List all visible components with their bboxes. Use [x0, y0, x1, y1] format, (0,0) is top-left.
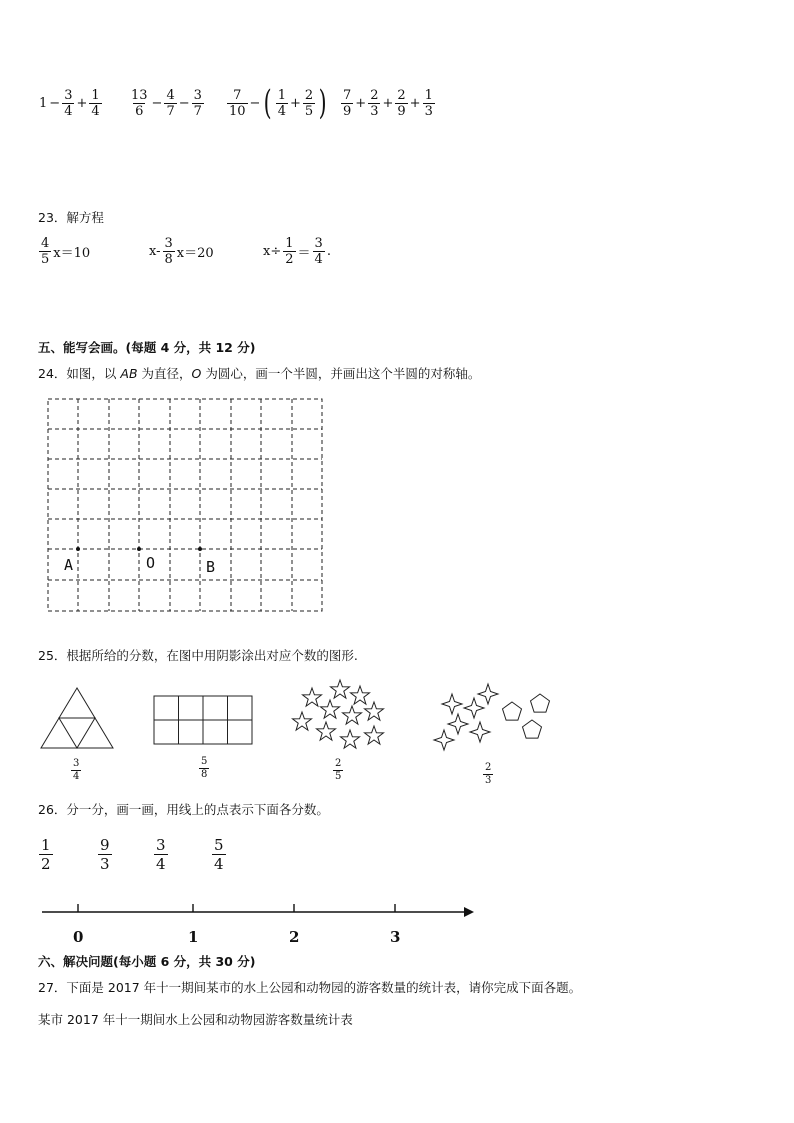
tick-label: 3: [390, 928, 401, 946]
four-point-stars-and-pentagons-figure: [432, 682, 556, 754]
operator: −: [178, 96, 190, 111]
expression-2: [128, 88, 205, 119]
equation-1: [38, 236, 91, 267]
fraction: $\frac{3}{4}$: [156, 836, 166, 873]
fraction: $\frac{3}{8}$: [164, 236, 173, 267]
fraction-list: [211, 836, 227, 873]
fraction: $\frac{5}{4}$: [214, 836, 224, 873]
fraction: $\frac{1}{4}$: [277, 87, 286, 119]
pentagon-icon: [523, 720, 542, 738]
four-point-star-icon: [434, 730, 454, 750]
right-paren: ): [318, 83, 327, 123]
expression-1: [38, 88, 103, 119]
four-point-star-icon: [442, 694, 462, 714]
fraction: $\frac{7}{10}$: [229, 87, 246, 119]
four-point-star-icon: [470, 722, 490, 742]
star-icon: [321, 700, 340, 718]
tick-label: 0: [73, 928, 84, 946]
question-26-text: 26．分一分，画一画，用线上的点表示下面各分数。: [38, 802, 329, 817]
fraction: $\frac{7}{9}$: [343, 88, 352, 119]
fraction: $\frac{9}{3}$: [100, 836, 110, 873]
operator: +: [76, 96, 88, 111]
fraction: $\frac{1}{2}$: [285, 236, 294, 267]
fraction: $\frac{2}{9}$: [397, 88, 406, 119]
equation-rest: x＝20: [176, 246, 214, 261]
operator: +: [355, 96, 367, 111]
equals: ＝: [297, 246, 311, 261]
star-icon: [317, 722, 336, 740]
question-23-title: 23．解方程: [38, 210, 104, 225]
four-point-star-icon: [448, 714, 468, 734]
star-icon: [303, 688, 322, 706]
rectangle-grid-figure: [152, 694, 254, 748]
fraction: $\frac{1}{3}$: [424, 88, 433, 119]
star-icon: [365, 702, 384, 720]
dashed-grid: [46, 396, 326, 614]
question-27-text: 27．下面是 2017 年十一期间某市的水上公园和动物园的游客数量的统计表，请你完成下面各题。: [38, 980, 582, 995]
arrow-icon: [464, 907, 474, 917]
four-point-star-icon: [478, 684, 498, 704]
star-icon: [331, 680, 350, 698]
fraction: $\frac{13}{6}$: [131, 88, 148, 119]
pentagon-icon: [531, 694, 550, 712]
section-6-heading: 六、解决问题(每小题 6 分，共 30 分): [38, 954, 256, 969]
tick-label: 2: [289, 928, 300, 946]
four-point-star-icon: [464, 698, 484, 718]
operator: −: [249, 95, 261, 111]
fraction: $\frac{2}{3}$: [370, 88, 379, 119]
star-icon: [343, 706, 362, 724]
point-a: [76, 547, 80, 551]
label-o: O: [146, 554, 156, 572]
fraction-2-5: $\frac{2}{5}$: [335, 758, 342, 782]
star-icon: [365, 726, 384, 744]
fraction: $\frac{1}{4}$: [91, 88, 100, 119]
star-icon: [293, 712, 312, 730]
point-o: [137, 547, 141, 551]
fraction-list: [153, 836, 169, 873]
fraction: $\frac{3}{4}$: [314, 236, 323, 267]
fraction-list: [38, 836, 54, 873]
tick-label: 1: [188, 928, 199, 946]
expression-4: [340, 88, 436, 119]
fraction-3-4: $\frac{3}{4}$: [73, 758, 80, 782]
star-icon: [341, 730, 360, 748]
operator: +: [382, 96, 394, 111]
fraction-2-3: $\frac{2}{3}$: [485, 762, 492, 786]
operator: −: [151, 96, 163, 111]
period: .: [326, 244, 331, 259]
question-25-text: 25．根据所给的分数，在图中用阴影涂出对应个数的图形.: [38, 648, 358, 663]
pentagon-icon: [503, 702, 522, 720]
label-b: B: [206, 558, 216, 576]
fraction-list: [97, 836, 113, 873]
fraction: $\frac{3}{7}$: [193, 88, 202, 119]
fraction: $\frac{4}{7}$: [166, 88, 175, 119]
fraction-5-8: $\frac{5}{8}$: [201, 756, 208, 780]
left-paren: (: [264, 83, 273, 123]
fraction: $\frac{1}{2}$: [41, 836, 51, 873]
number: 1: [39, 96, 48, 111]
fraction: $\frac{3}{4}$: [64, 88, 73, 119]
fraction: $\frac{2}{5}$: [304, 87, 314, 119]
number-line: [38, 900, 478, 924]
expression-3: [226, 83, 329, 123]
question-24-text: 24．如图，以 AB 为直径，O 为圆心，画一个半圆，并画出这个半圆的对称轴。: [38, 366, 481, 381]
label-a: A: [64, 556, 74, 574]
equation-prefix: x-: [149, 244, 161, 259]
operator: +: [409, 96, 421, 111]
stars-figure: [288, 678, 392, 754]
operator: −: [49, 96, 61, 111]
triangle-figure: [38, 686, 116, 752]
section-5-heading: 五、能写会画。(每题 4 分，共 12 分): [38, 340, 256, 355]
operator: +: [290, 95, 301, 111]
table-title: 某市 2017 年十一期间水上公园和动物园游客数量统计表: [38, 1012, 353, 1027]
equation-rest: x＝10: [53, 246, 91, 261]
star-icon: [351, 686, 370, 704]
point-b: [198, 547, 202, 551]
equation-prefix: x÷: [263, 244, 282, 259]
equation-2: [148, 236, 215, 267]
equation-3: [262, 236, 332, 267]
fraction: $\frac{4}{5}$: [41, 236, 50, 267]
